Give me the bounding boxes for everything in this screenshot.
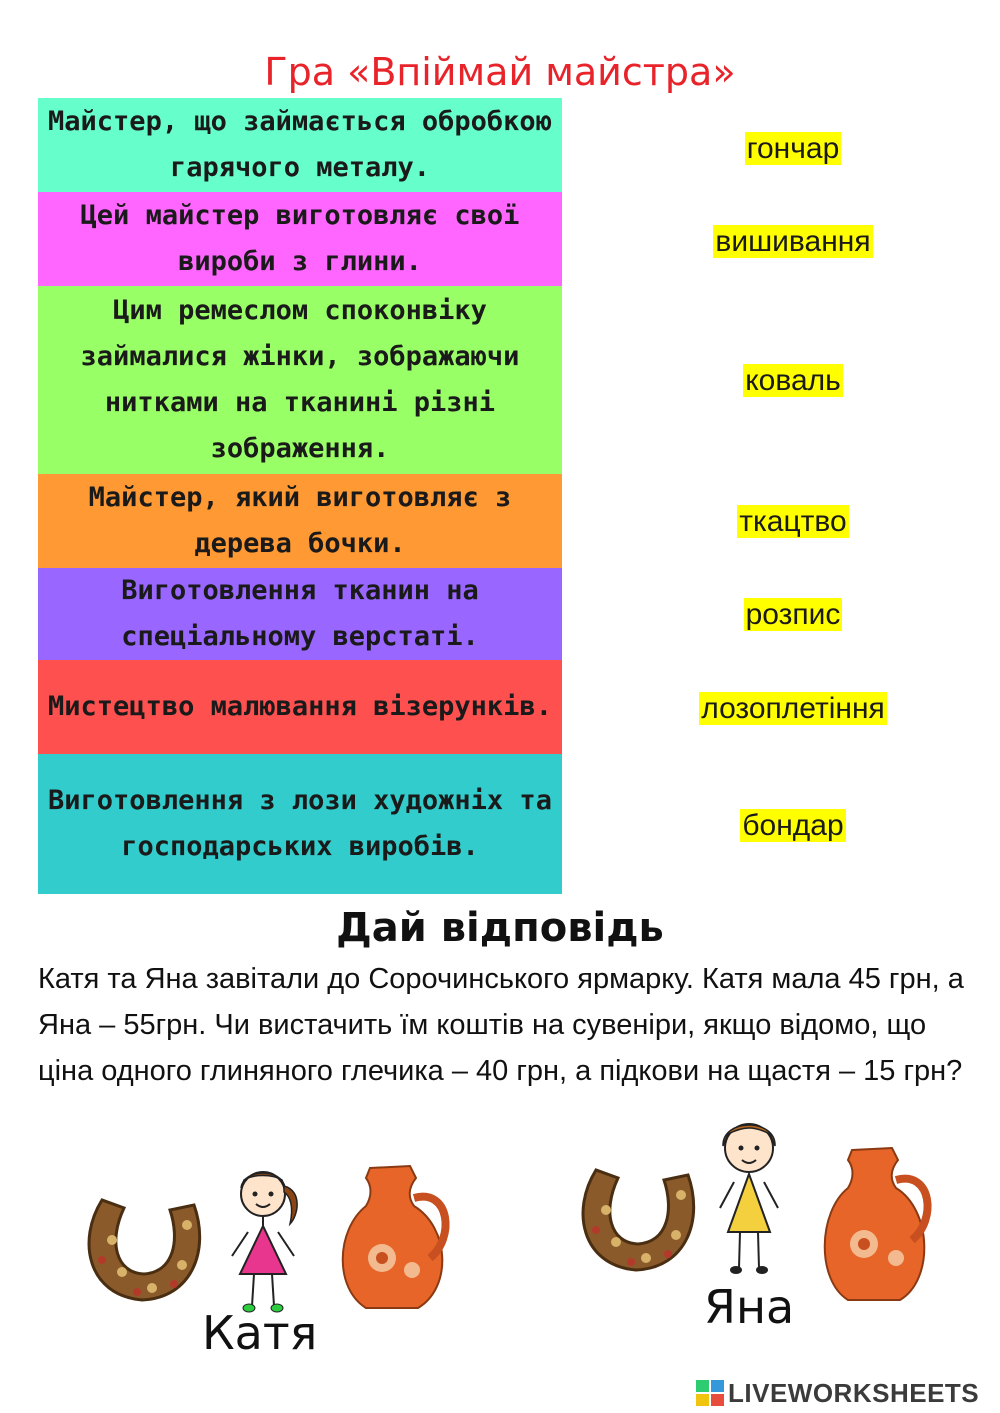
clay-jug-image bbox=[330, 1158, 460, 1318]
clue-7: Виготовлення з лози художніх та господарських виробів. bbox=[38, 754, 562, 894]
answer-vyshyvannia[interactable]: вишивання bbox=[715, 225, 871, 258]
clay-jug-image bbox=[812, 1140, 942, 1310]
katya-girl-image bbox=[218, 1166, 308, 1316]
section-heading: Дай відповідь bbox=[336, 905, 664, 951]
horseshoe-image bbox=[576, 1150, 706, 1280]
answer-lozopletinnia[interactable]: лозоплетіння bbox=[701, 692, 885, 725]
page-title: Гра «Впіймай майстра» bbox=[264, 50, 736, 94]
liveworksheets-logo-text: LIVEWORKSHEETS bbox=[728, 1377, 980, 1408]
clue-3: Цим ремеслом споконвіку займалися жінки, зображаючи нитками на тканині різні зображення. bbox=[38, 286, 562, 474]
clue-1: Майстер, що займається обробкою гарячого металу. bbox=[38, 98, 562, 192]
answer-koval[interactable]: коваль bbox=[745, 364, 841, 397]
answer-tkatstvo[interactable]: ткацтво bbox=[739, 505, 847, 538]
yana-label: Яна bbox=[704, 1280, 795, 1334]
clue-4: Майстер, який виготовляє з дерева бочки. bbox=[38, 474, 562, 568]
katya-label: Катя bbox=[202, 1306, 318, 1360]
horseshoe-image bbox=[82, 1180, 212, 1310]
clue-5: Виготовлення тканин на спеціальному верстаті. bbox=[38, 568, 562, 660]
clue-6: Мистецтво малювання візерунків. bbox=[38, 660, 562, 754]
clue-2: Цей майстер виготовляє свої вироби з глини. bbox=[38, 192, 562, 286]
answer-honchar[interactable]: гончар bbox=[746, 132, 840, 165]
liveworksheets-logo-icon bbox=[696, 1380, 724, 1406]
answer-bondar[interactable]: бондар bbox=[742, 809, 844, 842]
liveworksheets-logo bbox=[696, 1376, 996, 1410]
yana-girl-image bbox=[704, 1112, 794, 1282]
task-text: Катя та Яна завітали до Сорочинського ярмарку. Катя мала 45 грн, а Яна – 55грн. Чи вистачить їм коштів на сувеніри, якщо відомо, що ціна одного глиняного глечика – 40 грн, а підкови на щастя – 15 грн? bbox=[38, 963, 964, 1087]
answer-rozpys[interactable]: розпис bbox=[745, 598, 841, 631]
